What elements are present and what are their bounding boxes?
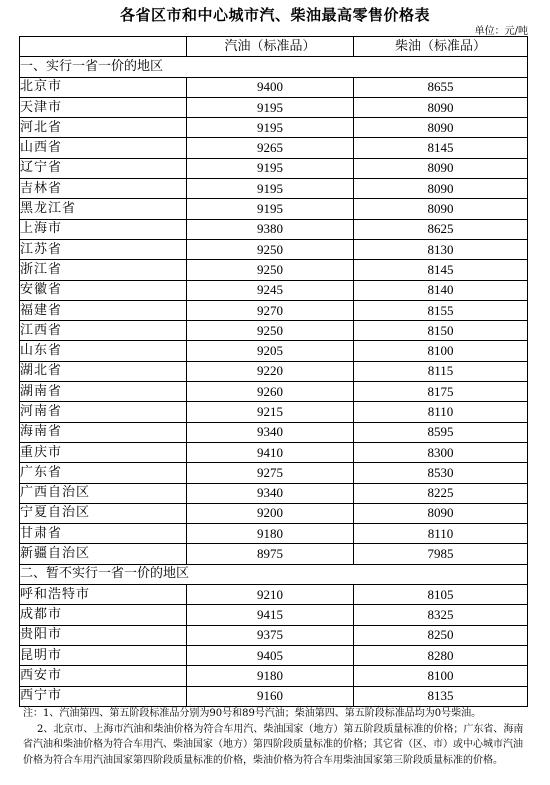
table-row xyxy=(20,280,528,300)
header-gasoline: 汽油（标准品） xyxy=(187,37,354,57)
region-cell: 河北省 xyxy=(20,118,187,138)
gasoline-price-cell: 9210 xyxy=(187,585,354,605)
region-cell: 北京市 xyxy=(20,77,187,97)
diesel-price-cell: 8225 xyxy=(354,483,528,503)
diesel-price-cell: 8150 xyxy=(354,321,528,341)
diesel-price-cell: 8090 xyxy=(354,158,528,178)
table-row xyxy=(20,645,528,665)
region-cell: 黑龙江省 xyxy=(20,199,187,219)
diesel-price-cell: 8655 xyxy=(354,77,528,97)
table-row xyxy=(20,524,528,544)
region-cell: 成都市 xyxy=(20,605,187,625)
diesel-price-cell: 8250 xyxy=(354,625,528,645)
table-row xyxy=(20,219,528,239)
table-row xyxy=(20,402,528,422)
table-body xyxy=(20,57,528,707)
table-row xyxy=(20,361,528,381)
region-cell: 山东省 xyxy=(20,341,187,361)
region-cell: 江西省 xyxy=(20,321,187,341)
diesel-price-cell: 8115 xyxy=(354,361,528,381)
diesel-price-cell: 8100 xyxy=(354,341,528,361)
diesel-price-cell: 8145 xyxy=(354,138,528,158)
region-cell: 西宁市 xyxy=(20,686,187,706)
diesel-price-cell: 8280 xyxy=(354,645,528,665)
table-row xyxy=(20,483,528,503)
table-row xyxy=(20,382,528,402)
table-row xyxy=(20,199,528,219)
diesel-price-cell: 8530 xyxy=(354,463,528,483)
gasoline-price-cell: 9250 xyxy=(187,239,354,259)
table-row xyxy=(20,503,528,523)
region-cell: 河南省 xyxy=(20,402,187,422)
region-cell: 广西自治区 xyxy=(20,483,187,503)
region-cell: 山西省 xyxy=(20,138,187,158)
gasoline-price-cell: 9405 xyxy=(187,645,354,665)
region-cell: 辽宁省 xyxy=(20,158,187,178)
gasoline-price-cell: 9195 xyxy=(187,118,354,138)
table-row xyxy=(20,544,528,564)
gasoline-price-cell: 8975 xyxy=(187,544,354,564)
region-cell: 呼和浩特市 xyxy=(20,585,187,605)
gasoline-price-cell: 9250 xyxy=(187,321,354,341)
section-label: 一、实行一省一价的地区 xyxy=(20,57,528,77)
region-cell: 天津市 xyxy=(20,97,187,117)
table-row xyxy=(20,341,528,361)
diesel-price-cell: 8110 xyxy=(354,402,528,422)
diesel-price-cell: 8090 xyxy=(354,97,528,117)
section-row xyxy=(20,57,528,77)
table-row xyxy=(20,179,528,199)
diesel-price-cell: 8090 xyxy=(354,199,528,219)
region-cell: 贵阳市 xyxy=(20,625,187,645)
table-row xyxy=(20,158,528,178)
gasoline-price-cell: 9160 xyxy=(187,686,354,706)
page-title: 各省区市和中心城市汽、柴油最高零售价格表 xyxy=(119,6,430,24)
table-row xyxy=(20,666,528,686)
region-cell: 重庆市 xyxy=(20,442,187,462)
gasoline-price-cell: 9340 xyxy=(187,483,354,503)
region-cell: 安徽省 xyxy=(20,280,187,300)
gasoline-price-cell: 9380 xyxy=(187,219,354,239)
diesel-price-cell: 8090 xyxy=(354,118,528,138)
diesel-price-cell: 8300 xyxy=(354,442,528,462)
table-row xyxy=(20,118,528,138)
gasoline-price-cell: 9205 xyxy=(187,341,354,361)
header-diesel: 柴油（标准品） xyxy=(354,37,528,57)
gasoline-price-cell: 9340 xyxy=(187,422,354,442)
diesel-price-cell: 8155 xyxy=(354,300,528,320)
gasoline-price-cell: 9180 xyxy=(187,524,354,544)
region-cell: 海南省 xyxy=(20,422,187,442)
diesel-price-cell: 8090 xyxy=(354,503,528,523)
diesel-price-cell: 8175 xyxy=(354,382,528,402)
table-row xyxy=(20,585,528,605)
diesel-price-cell: 8100 xyxy=(354,666,528,686)
region-cell: 福建省 xyxy=(20,300,187,320)
region-cell: 湖北省 xyxy=(20,361,187,381)
table-row xyxy=(20,463,528,483)
gasoline-price-cell: 9195 xyxy=(187,179,354,199)
table-row xyxy=(20,239,528,259)
gasoline-price-cell: 9200 xyxy=(187,503,354,523)
gasoline-price-cell: 9245 xyxy=(187,280,354,300)
gasoline-price-cell: 9180 xyxy=(187,666,354,686)
footnote-2: 2、北京市、上海市汽油和柴油价格为符合车用汽、柴油国家（地方）第五阶段质量标准的价格；广东省、海南省汽油和柴油价格为符合车用汽、柴油国家（地方）第四阶段质量标准的价格；其它省（区、市）或中心城市汽油价格为符合车用汽油国家第四阶段质量标准的价格，柴油价格为符合车用柴油国家第三阶段质量标准的价格。 xyxy=(23,723,524,766)
table-row xyxy=(20,422,528,442)
section-label: 二、暂不实行一省一价的地区 xyxy=(20,564,528,584)
gasoline-price-cell: 9220 xyxy=(187,361,354,381)
table-row xyxy=(20,321,528,341)
diesel-price-cell: 8105 xyxy=(354,585,528,605)
table-row xyxy=(20,97,528,117)
region-cell: 湖南省 xyxy=(20,382,187,402)
gasoline-price-cell: 9270 xyxy=(187,300,354,320)
gasoline-price-cell: 9195 xyxy=(187,199,354,219)
unit-label: 单位：元/吨 xyxy=(474,26,528,37)
table-row xyxy=(20,300,528,320)
diesel-price-cell: 8135 xyxy=(354,686,528,706)
region-cell: 广东省 xyxy=(20,463,187,483)
table-row xyxy=(20,625,528,645)
gasoline-price-cell: 9415 xyxy=(187,605,354,625)
gasoline-price-cell: 9195 xyxy=(187,158,354,178)
gasoline-price-cell: 9275 xyxy=(187,463,354,483)
region-cell: 新疆自治区 xyxy=(20,544,187,564)
gasoline-price-cell: 9215 xyxy=(187,402,354,422)
gasoline-price-cell: 9400 xyxy=(187,77,354,97)
table-header-row xyxy=(20,37,528,57)
table-row xyxy=(20,138,528,158)
section-row xyxy=(20,564,528,584)
diesel-price-cell: 8145 xyxy=(354,260,528,280)
gasoline-price-cell: 9260 xyxy=(187,382,354,402)
table-row xyxy=(20,605,528,625)
gasoline-price-cell: 9410 xyxy=(187,442,354,462)
gasoline-price-cell: 9195 xyxy=(187,97,354,117)
gasoline-price-cell: 9250 xyxy=(187,260,354,280)
diesel-price-cell: 8130 xyxy=(354,239,528,259)
header-region xyxy=(20,37,187,57)
region-cell: 浙江省 xyxy=(20,260,187,280)
region-cell: 西安市 xyxy=(20,666,187,686)
region-cell: 上海市 xyxy=(20,219,187,239)
region-cell: 吉林省 xyxy=(20,179,187,199)
footnote-1: 注：1、汽油第四、第五阶段标准品分别为90号和89号汽油；柴油第四、第五阶段标准品均为0号柴油。 xyxy=(23,708,482,719)
gasoline-price-cell: 9375 xyxy=(187,625,354,645)
table-row xyxy=(20,442,528,462)
diesel-price-cell: 8090 xyxy=(354,179,528,199)
diesel-price-cell: 8110 xyxy=(354,524,528,544)
diesel-price-cell: 8325 xyxy=(354,605,528,625)
price-table xyxy=(19,36,528,707)
diesel-price-cell: 8625 xyxy=(354,219,528,239)
table-row xyxy=(20,77,528,97)
region-cell: 甘肃省 xyxy=(20,524,187,544)
gasoline-price-cell: 9265 xyxy=(187,138,354,158)
diesel-price-cell: 7985 xyxy=(354,544,528,564)
region-cell: 昆明市 xyxy=(20,645,187,665)
diesel-price-cell: 8595 xyxy=(354,422,528,442)
diesel-price-cell: 8140 xyxy=(354,280,528,300)
table-row xyxy=(20,260,528,280)
region-cell: 宁夏自治区 xyxy=(20,503,187,523)
table-row xyxy=(20,686,528,706)
region-cell: 江苏省 xyxy=(20,239,187,259)
footnotes xyxy=(23,706,531,768)
